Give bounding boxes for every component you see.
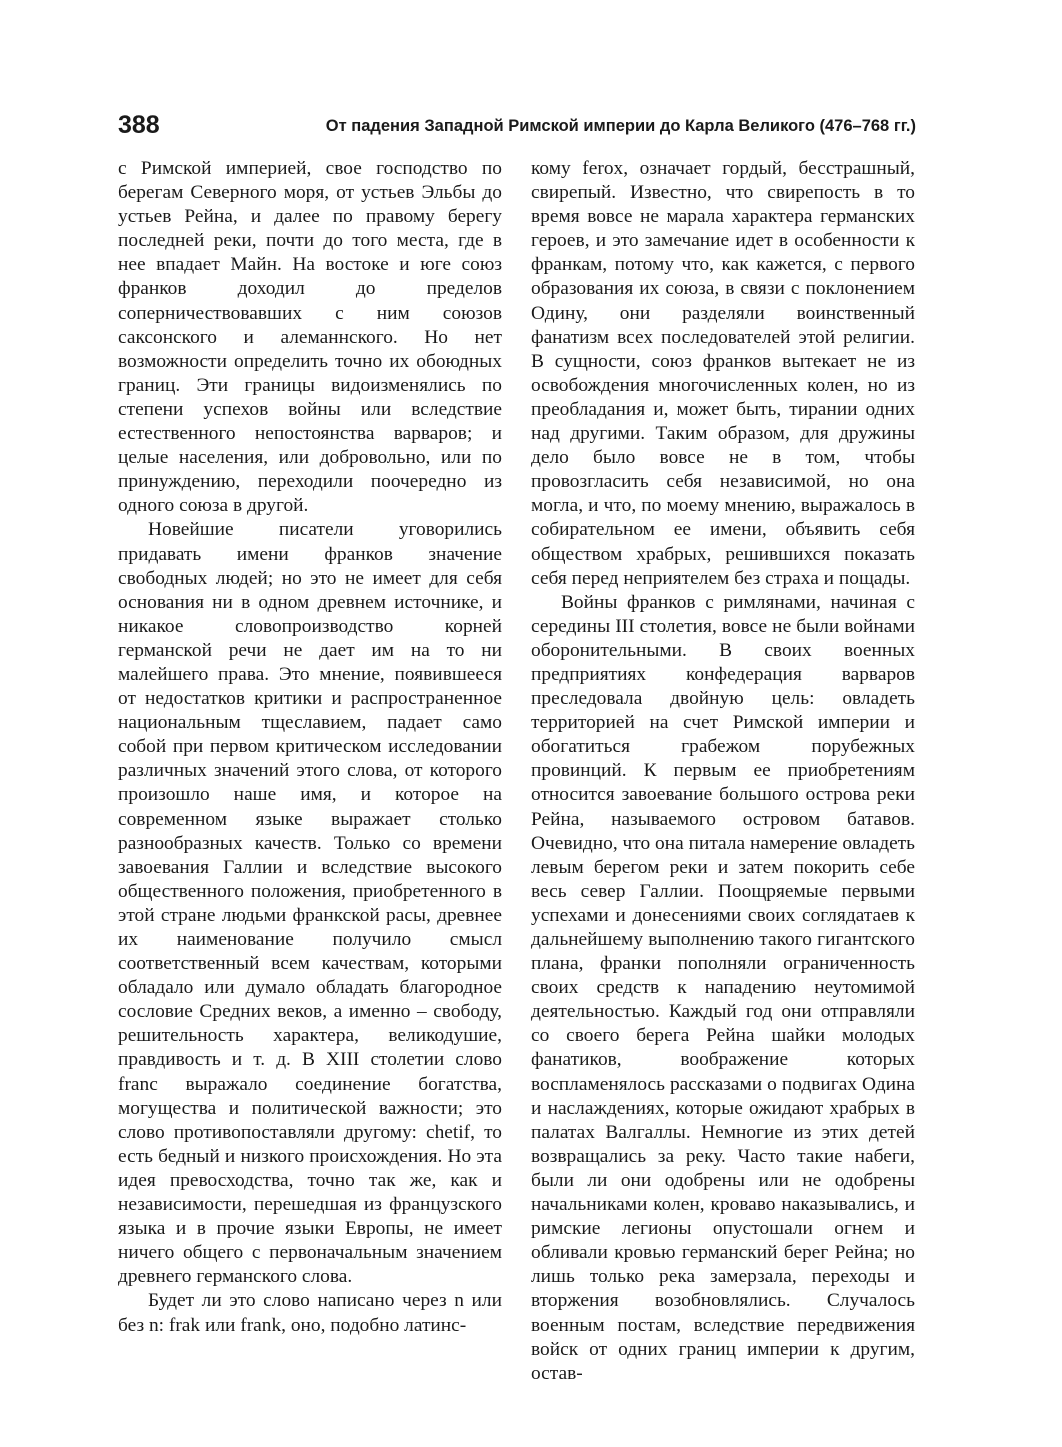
page-number: 388: [118, 111, 160, 139]
left-text-column: [118, 157, 502, 1338]
right-text-column: [531, 157, 915, 1386]
paragraph: Будет ли это слово написано через n или без n: frak или frank, оно, подобно латинс-: [118, 1290, 502, 1336]
paragraph: с Римской империей, свое господство по берегам Северного моря, от устьев Эльбы до устьев Рейна, и далее по правому берегу последней реки, почти до того места, где в нее впадает Майн. На востоке и юге союз франков доходил до пределов соперничествовавших с ним союзов саксонского и алеманнского. Но нет возможности определить точно их обоюдных границ. Эти границы видоизменялись по степени успехов войны или вследствие естественного непостоянства варваров; и целые населения, или добровольно, или по принуждению, переходили поочередно из одного союза в другой.: [118, 158, 502, 517]
page-header: [118, 110, 916, 142]
paragraph: кому ferox, означает гордый, бесстрашный, свирепый. Известно, что свирепость в то время вовсе не марала характера германских героев, и это замечание идет в особенности к франкам, потому что, как кажется, с первого образования их союза, в связи с поклонением Одину, они разделяли воинственный фанатизм всех последователей этой религии. В сущности, союз франков вытекает не из освобождения многочисленных колен, но из преобладания и, может быть, тирании одних над другими. Таким образом, для дружины дело было вовсе не в том, чтобы провозгласить себя независимой, но она могла, и что, по моему мнению, выражалось в собирательном ее имени, объявить себя обществом храбрых, решившихся показать себя перед неприятелем без страха и пощады.: [531, 158, 915, 589]
paragraph: Войны франков с римлянами, начиная с середины III столетия, вовсе не были войнами оборонительными. В своих военных предприятиях конфедерация варваров преследовала двойную цель: овладеть территорией на счет Римской империи и обогатиться грабежом порубежных провинций. К первым ее приобретениям относится завоевание большого острова реки Рейна, называемого островом батавов. Очевидно, что она питала намерение овладеть левым берегом реки и затем покорить себе весь север Галлии. Поощряемые первыми успехами и донесениями своих соглядатаев к дальнейшему выполнению такого гигантского плана, франки пополняли ограниченность своих средств к нападению неутомимой деятельностью. Каждый год они отправляли со своего берега Рейна шайки молодых фанатиков, воображение которых воспламенялось рассказами о подвигах Одина и наслаждениях, которые ожидают храбрых в палатах Валгаллы. Немногие из этих детей возвращались за реку. Часто такие набеги, были ли они одобрены или не одобрены начальниками колен, кроваво наказывались, и римские легионы опустошали огнем и обливали кровью германский берег Рейна; но лишь только река замерзала, переходы и вторжения возобновлялись. Случалось военным постам, вследствие передвижения войск от одних границ империи к другим, остав-: [531, 591, 915, 1384]
running-title: От падения Западной Римской империи до Карла Великого (476–768 гг.): [325, 117, 916, 135]
paragraph: Новейшие писатели уговорились придавать имени франков значение свободных людей; но это не имеет для себя основания ни в одном древнем источнике, и никакое словопроизводство корней германской речи не дает им на то ни малейшего права. Это мнение, появившееся от недостатков критики и распространенное национальным тщеславием, падает само собой при первом критическом исследовании различных значений этого слова, от которого произошло наше имя, и которое на современном языке выражает столько разнообразных качеств. Только со времени завоевания Галлии и вследствие высокого общественного положения, приобретенного в этой стране людьми франкской расы, древнее их наименование получило смысл соответственный всем качествам, которыми обладало или думало обладать благородное сословие Средних веков, а именно – свободу, решительность характера, великодушие, правдивость и т. д. В XIII столетии слово franc выражало соединение богатства, могущества и политической важности; это слово противопоставляли другому: chetif, то есть бедный и низкого происхождения. Но эта идея превосходства, точно так же, как и независимости, перешедшая из французского языка и в прочие языки Европы, не имеет ничего общего с первоначальным значением древнего германского слова.: [118, 519, 502, 1288]
